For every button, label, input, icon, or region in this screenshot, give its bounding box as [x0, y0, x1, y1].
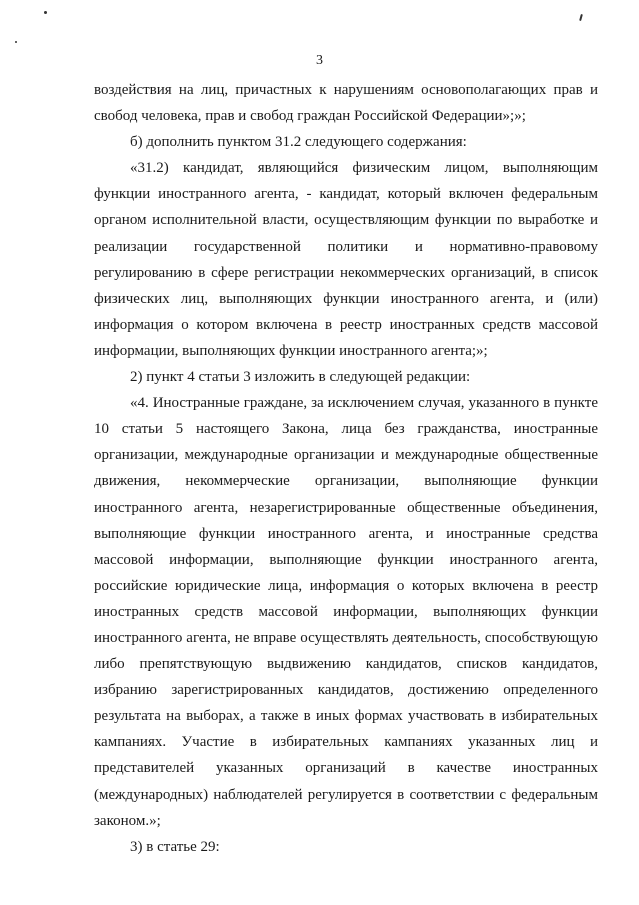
page-number: 3 — [316, 53, 323, 68]
paragraph: воздействия на лиц, причастных к нарушениям основополагающих прав и свобод человека, прав и свобод граждан Российской Федерации»;»; — [94, 82, 598, 125]
scan-speck — [15, 41, 17, 43]
paragraph: 3) в статье 29: — [130, 838, 220, 855]
paragraph: «31.2) кандидат, являющийся физическим лицом, выполняющим функции иностранного агента, - кандидат, который включен федеральным органом исполнительной власти, осуществляющим функции по выработке и реализации государственной политики и нормативно-правовому регулированию в сфере регистрации некоммерческих организаций, в список физических лиц, выполняющих функции иностранного агента, и (или) информация о котором включена в реестр иностранных средств массовой информации, выполняющих функции иностранного агента;»; — [94, 160, 598, 359]
document-body — [94, 77, 598, 860]
paragraph: «4. Иностранные граждане, за исключением случая, указанного в пункте 10 статьи 5 настоящего Закона, лица без гражданства, иностранные организации, международные организации и международные общественные движения, некоммерческие организации, выполняющие функции иностранного агента, незарегистрированные общественные объединения, выполняющие функции иностранного агента, и иностранные средства массовой информации, выполняющие функции иностранного агента, российские юридические лица, информация о которых включена в реестр иностранных средств массовой информации, выполняющих функции иностранного агента, не вправе осуществлять деятельность, способствующую либо препятствующую выдвижению кандидатов, списков кандидатов, избранию зарегистрированных кандидатов, достижению определенного результата на выборах, а также в иных формах участвовать в избирательных кампаниях. Участие в избирательных кампаниях указанных лиц и представителей указанных организаций в качестве иностранных (международных) наблюдателей регулируется в соответствии с федеральным законом.»; — [94, 395, 598, 829]
paragraph: 2) пункт 4 статьи 3 изложить в следующей редакции: — [130, 369, 471, 386]
paragraph: б) дополнить пунктом 31.2 следующего содержания: — [130, 134, 467, 151]
scan-speck — [579, 14, 583, 21]
scan-speck — [44, 11, 47, 14]
